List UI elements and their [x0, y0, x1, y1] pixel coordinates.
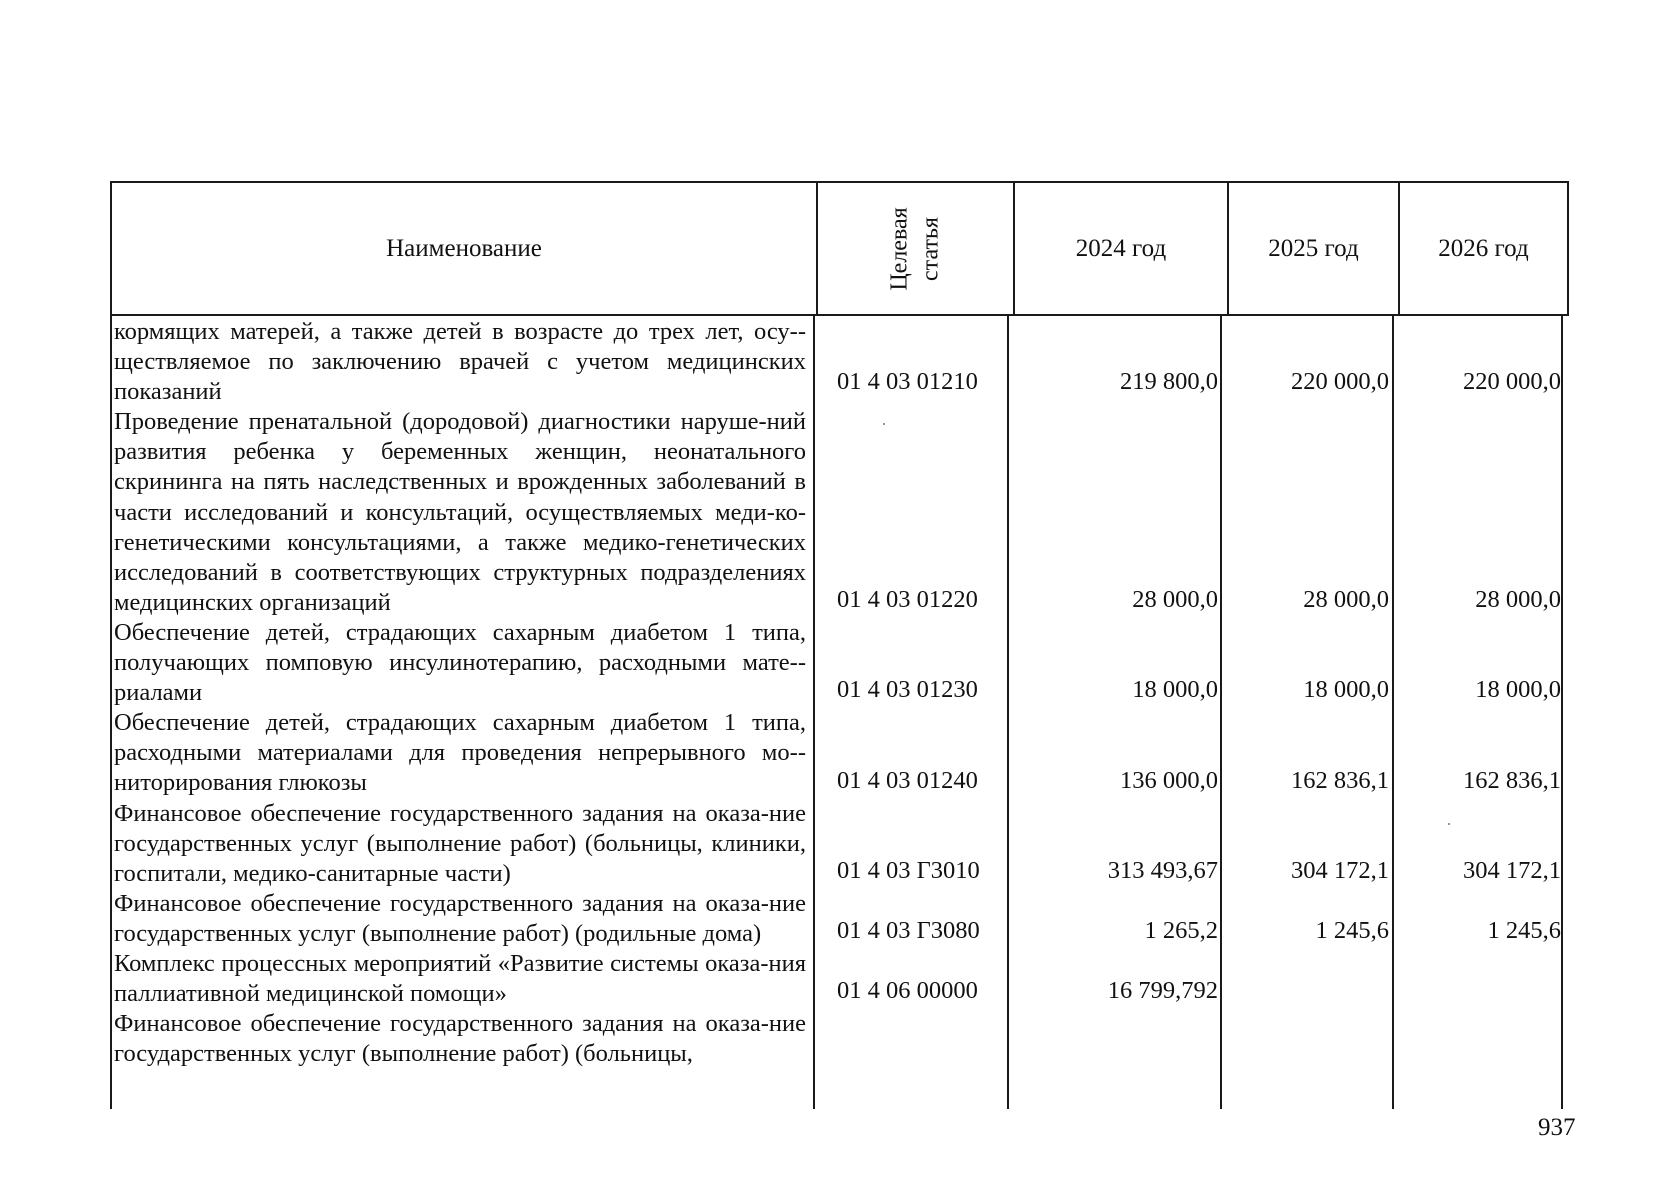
row-name: Финансовое обеспечение государственного задания на оказа-ние государственных услуг (выполнение работ) (родильные дома) [114, 889, 806, 947]
row-value-2025: 304 172,1 [1291, 856, 1389, 884]
row-code: 01 4 03 Г3080 [837, 916, 980, 944]
row-code: 01 4 03 01240 [837, 766, 978, 794]
header-year-2026-label: 2026 год [1438, 234, 1529, 262]
row-value-2026: 304 172,1 [1463, 856, 1561, 884]
header-code-label: Целевая статья [886, 206, 944, 291]
table-row [110, 708, 1569, 798]
header-name [112, 183, 816, 314]
row-value-2024: 28 000,0 [1132, 585, 1218, 613]
row-value-2026: 18 000,0 [1475, 676, 1561, 704]
row-value-2024: 16 799,792 [1107, 977, 1218, 1005]
table-row [110, 1009, 1569, 1069]
row-name: кормящих матерей, а также детей в возрасте до трех лет, осу-ществляемое по заключению врачей с учетом медицинских показаний [114, 318, 806, 406]
row-code: 01 4 03 01220 [837, 585, 978, 613]
row-value-2025: 28 000,0 [1303, 585, 1389, 613]
row-name: Обеспечение детей, страдающих сахарным диабетом 1 типа, получающих помповую инсулинотерапию, расходными мате-риалами [114, 618, 806, 707]
page-number: 937 [1538, 1114, 1576, 1141]
header-name-label: Наименование [386, 234, 542, 262]
table-row [110, 949, 1569, 1009]
row-name: Финансовое обеспечение государственного задания на оказа-ние государственных услуг (выполнение работ) (больницы, клиники, госпитали, медико-санитарные части) [114, 799, 806, 887]
table-row [110, 799, 1569, 889]
row-value-2025: 162 836,1 [1291, 766, 1389, 794]
row-value-2025: 18 000,0 [1303, 676, 1389, 704]
row-value-2024: 1 265,2 [1144, 916, 1218, 944]
table-header [110, 181, 1569, 316]
table-body [110, 317, 1569, 1069]
row-value-2024: 219 800,0 [1120, 368, 1218, 396]
row-name: Комплекс процессных мероприятий «Развитие системы оказа-ния паллиативной медицинской помощи» [114, 949, 806, 1008]
row-value-2024: 313 493,67 [1107, 856, 1218, 884]
table-row [110, 618, 1569, 708]
header-year-2024-label: 2024 год [1075, 234, 1167, 262]
row-value-2024: 18 000,0 [1132, 676, 1218, 704]
header-code [816, 183, 1013, 314]
header-year-2026 [1398, 183, 1567, 314]
budget-table [110, 181, 1569, 1109]
row-value-2026: 28 000,0 [1475, 585, 1561, 613]
row-code: 01 4 03 Г3010 [837, 856, 980, 884]
header-year-2024 [1013, 183, 1227, 314]
header-year-2025-label: 2025 год [1268, 234, 1359, 262]
row-value-2026: 1 245,6 [1487, 916, 1561, 944]
row-code: 01 4 03 01230 [837, 676, 978, 704]
row-name: Обеспечение детей, страдающих сахарным диабетом 1 типа, расходными материалами для проведения непрерывного мо-ниторирования глюкозы [114, 709, 806, 797]
table-row [110, 889, 1569, 949]
row-value-2025: 220 000,0 [1291, 368, 1389, 396]
table-row [110, 317, 1569, 407]
row-name: Проведение пренатальной (дородовой) диагностики наруше-ний развития ребенка у беременных женщин, неонатального скрининга на пять наследственных и врожденных заболеваний в части исследований и консультаций, осуществляемых меди-ко-генетическими консультациями, а также медико-генетических исследований в соответствующих структурных подразделениях медицинских организаций [114, 408, 806, 616]
row-name: Финансовое обеспечение государственного задания на оказа-ние государственных услуг (выполнение работ) (больницы, [114, 1010, 806, 1068]
header-year-2025 [1227, 183, 1398, 314]
scan-speck [1448, 823, 1450, 825]
row-value-2026: 162 836,1 [1463, 766, 1561, 794]
row-value-2025: 1 245,6 [1315, 916, 1389, 944]
row-code: 01 4 06 00000 [837, 977, 978, 1005]
row-value-2026: 220 000,0 [1463, 368, 1561, 396]
row-value-2024: 136 000,0 [1120, 766, 1218, 794]
scan-speck [883, 423, 885, 425]
table-row [110, 407, 1569, 618]
row-code: 01 4 03 01210 [837, 368, 978, 396]
